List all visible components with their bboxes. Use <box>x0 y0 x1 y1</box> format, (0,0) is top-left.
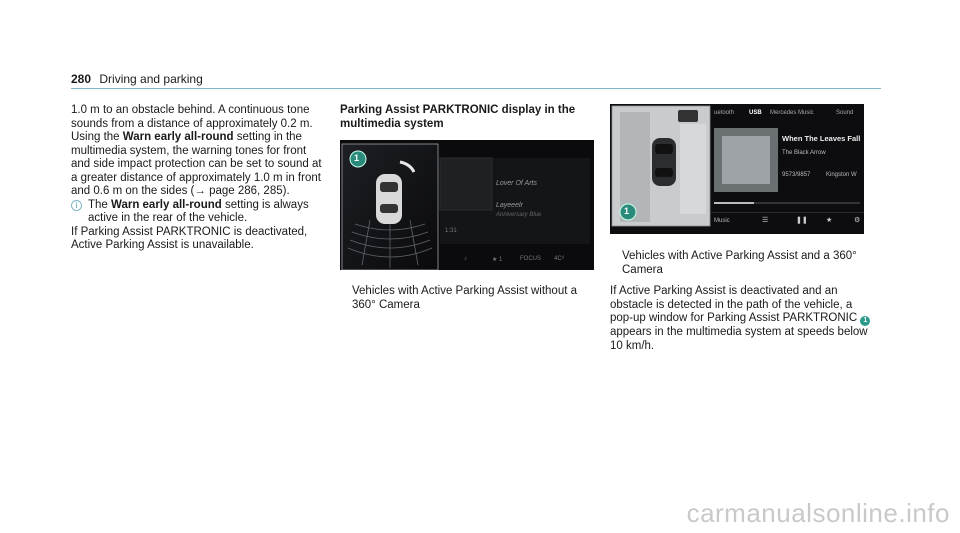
list-icon[interactable]: ☰ <box>762 217 769 224</box>
source-label[interactable]: Music <box>714 218 730 224</box>
track-album: Anniversary Blue <box>496 212 542 218</box>
tab-usb[interactable]: USB <box>749 110 762 116</box>
page-header <box>71 72 203 86</box>
bottom-item-1[interactable]: ♪ <box>464 256 467 262</box>
page-number: 280 <box>71 72 92 86</box>
column-1 <box>71 104 323 253</box>
tab-sound[interactable]: Sound <box>836 110 854 116</box>
callout-1: 1 <box>354 153 360 163</box>
star-icon[interactable]: ★ <box>826 217 833 224</box>
bottom-item-3[interactable]: FOCUS <box>520 256 541 262</box>
station-name: Kingston W <box>826 172 857 178</box>
header-rule <box>71 88 881 89</box>
bottom-item-2[interactable]: ★ 1 <box>492 257 503 263</box>
watermark: carmanualsonline.info <box>686 498 950 528</box>
info-icon: i <box>71 200 82 211</box>
section-heading: Parking Assist PARKTRONIC display in the multimedia system <box>340 104 576 130</box>
track-counter: 9573/9857 <box>782 172 811 178</box>
paragraph-1: 1.0 m to an obstacle behind. A continuous tone sounds from a distance of approximately 0.2 m. Using the Warn early all-round setting in the multimedia system, the warning tones for front and side impact protection can be set to sound at a greater distance of approximately 1.0 m in front and 0.6 m on the sides (→ page 286, 285). <box>71 104 322 197</box>
caption-without-camera: Vehicles with Active Parking Assist without a 360° Camera <box>352 285 577 311</box>
settings-icon[interactable]: ⚙ <box>854 217 861 224</box>
track-artist: Layeeelr <box>496 202 523 209</box>
column-2 <box>340 104 595 131</box>
callout-1-camera: 1 <box>624 206 630 216</box>
caption-with-camera: Vehicles with Active Parking Assist and a 360° Camera <box>622 250 857 276</box>
paragraph-2: If Parking Assist PARKTRONIC is deactivated, Active Parking Assist is unavailable. <box>71 225 308 251</box>
column-3-body: If Active Parking Assist is deactivated and an obstacle is detected in the path of the vehicle, a pop-up window for Parking Assist PARKTRONIC 1 appears in the multimedia system at speeds below 10 km/h. <box>610 285 872 353</box>
callout-badge: 1 <box>860 316 870 326</box>
multimedia-screenshot-with-camera <box>610 104 864 234</box>
track-time: 1:31 <box>445 228 457 234</box>
pause-icon[interactable]: ❚❚ <box>796 217 808 224</box>
multimedia-screenshot-without-camera <box>340 140 594 270</box>
tab-mercedes-music[interactable]: Mercedes Music <box>770 110 814 116</box>
info-note: i The Warn early all-round setting is always active in the rear of the vehicle. <box>71 199 323 226</box>
song-artist: The Black Arrow <box>782 150 826 156</box>
song-title: When The Leaves Fall <box>782 134 861 143</box>
tab-bluetooth[interactable]: uetooth <box>714 110 735 116</box>
track-title: Lover Of Arts <box>496 180 537 187</box>
bottom-item-4[interactable]: 4Cᵈ <box>554 256 564 262</box>
section-title: Driving and parking <box>99 72 203 86</box>
